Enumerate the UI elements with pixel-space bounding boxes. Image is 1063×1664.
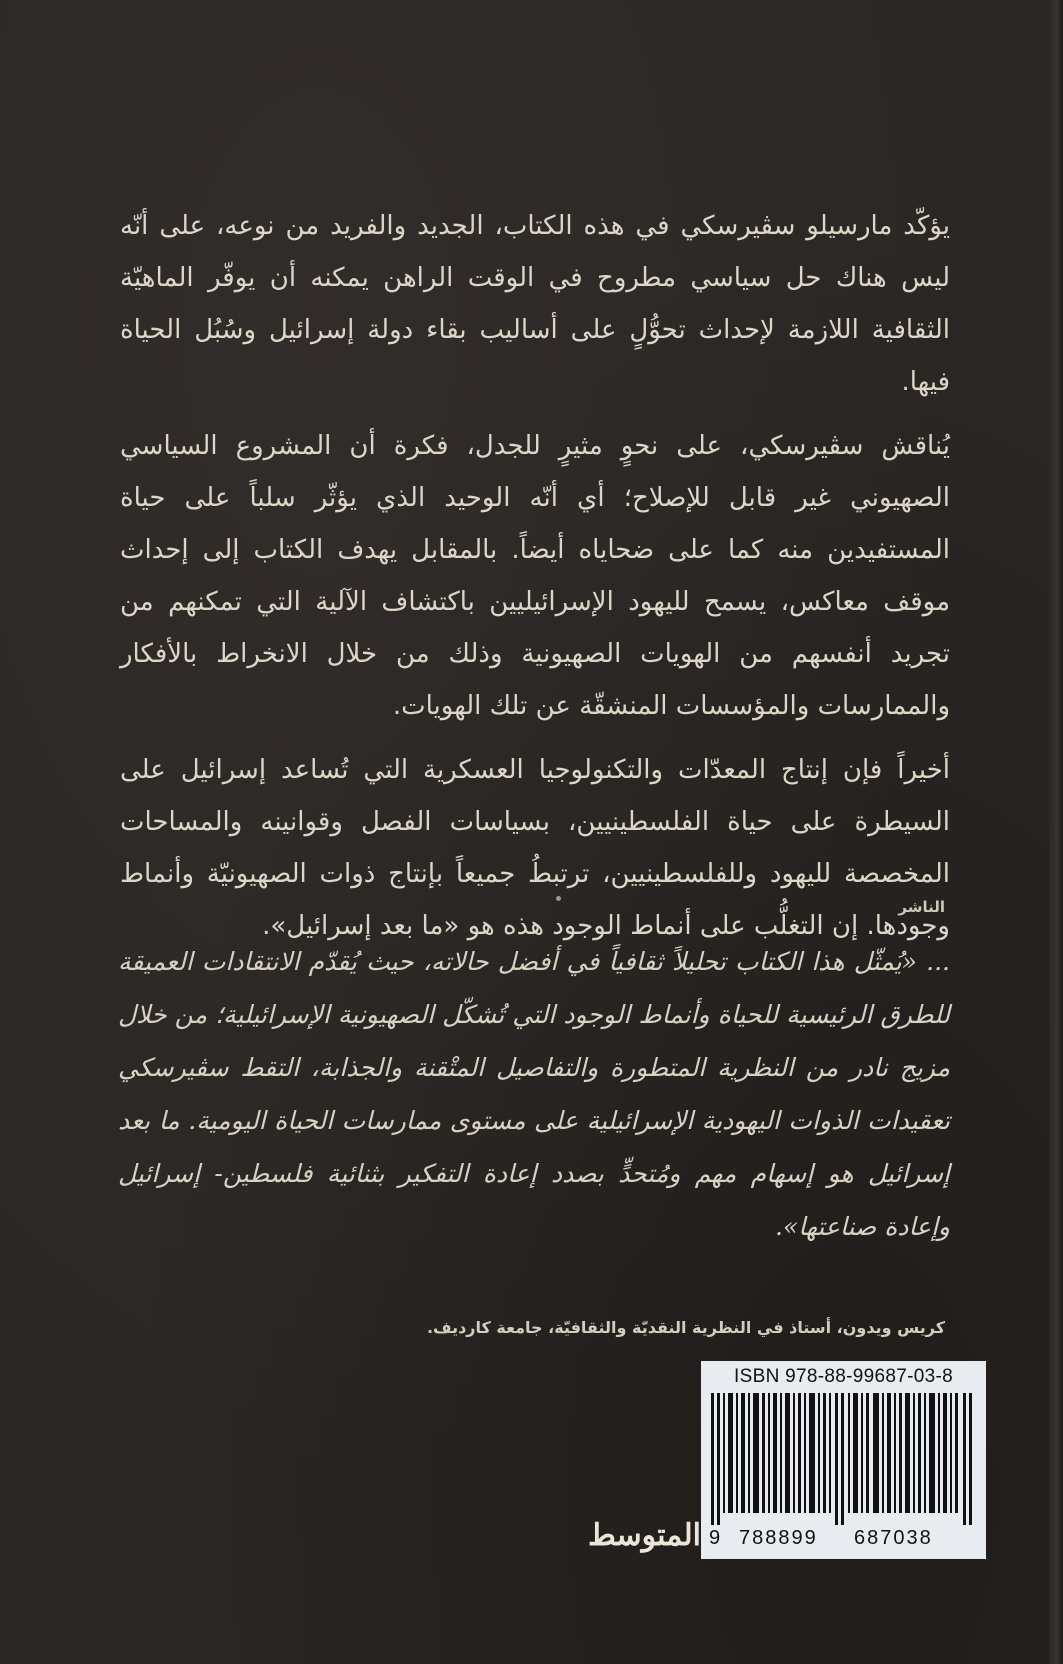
description-paragraph-3: أخيراً فإن إنتاج المعدّات والتكنولوجيا العسكرية التي تُساعد إسرائيل على السيطرة على حياة الفلسطينيين، بسياسات الفصل وقوانينه والمساحات المخصصة لليهود وللفلسطينيين، ترتبطُ جميعاً بإنتاج ذوات الصهيونيّة وأنماط وجودها. إن التغلُّب على أنماط الوجود هذه هو «ما بعد إسرائيل». — [120, 755, 950, 941]
publisher-logo — [551, 1516, 701, 1558]
book-description — [120, 200, 950, 952]
barcode-bars — [711, 1393, 973, 1525]
description-paragraph-1: يؤكّد مارسيلو سڤيرسكي في هذه الكتاب، الجديد والفريد من نوعه، على أنّه ليس هناك حل سياسي مطروح في الوقت الراهن يمكنه أن يوفّر الماهيّة الثقافية اللازمة لإحداث تحوُّلٍ على أساليب بقاء دولة إسرائيل وسُبُل الحياة فيها. — [120, 211, 950, 397]
speck-mark — [556, 896, 561, 901]
isbn-barcode — [701, 1361, 986, 1559]
book-edge — [1049, 0, 1063, 1664]
barcode-digits — [709, 1527, 977, 1553]
publisher-logo-text: المتوسط — [588, 1518, 701, 1553]
endorsement-quote: ... «يُمثّل هذا الكتاب تحليلاً ثقافياً في أفضل حالاته، حيث يُقدّم الانتقادات العميقة للطرق الرئيسية للحياة وأنماط الوجود التي تُشكّل الصهيونية الإسرائيلية؛ من خلال مزيج نادر من النظرية المتطورة والتفاصيل المتْقنة والجذابة، التقط سڤيرسكي تعقيدات الذوات اليهودية الإسرائيلية على مستوى ممارسات الحياة اليومية. ما بعد إسرائيل هو إسهام مهم ومُتحدٍّ بصدد إعادة التفكير بثنائية فلسطين- إسرائيل وإعادة صناعتها». — [118, 947, 950, 1241]
endorsement-author: كريس ويدون، أستاذ في النظرية النقديّة والثقافيّة، جامعة كارديف. — [426, 1318, 945, 1337]
barcode-digits-right: 687038 — [854, 1527, 933, 1549]
isbn-label: ISBN 978-88-99687-03-8 — [734, 1366, 953, 1387]
publisher-signature: الناشر — [898, 898, 945, 916]
description-paragraph-2: يُناقش سڤيرسكي، على نحوٍ مثيرٍ للجدل، فكرة أن المشروع السياسي الصهيوني غير قابل للإصلاح؛ أي أنّه الوحيد الذي يؤثّر سلباً على حياة المستفيدين منه كما على ضحاياه أيضاً. بالمقابل يهدف الكتاب إلى إحداث موقف معاكس، يسمح لليهود الإسرائيليين باكتشاف الآلية التي تمكنهم من تجريد أنفسهم من الهويات الصهيونية وذلك من خلال الانخراط بالأفكار والممارسات والمؤسسات المنشقّة عن تلك الهويات. — [120, 431, 950, 721]
barcode-digit-prefix: 9 — [709, 1527, 721, 1549]
barcode-digits-left: 788899 — [739, 1527, 818, 1549]
